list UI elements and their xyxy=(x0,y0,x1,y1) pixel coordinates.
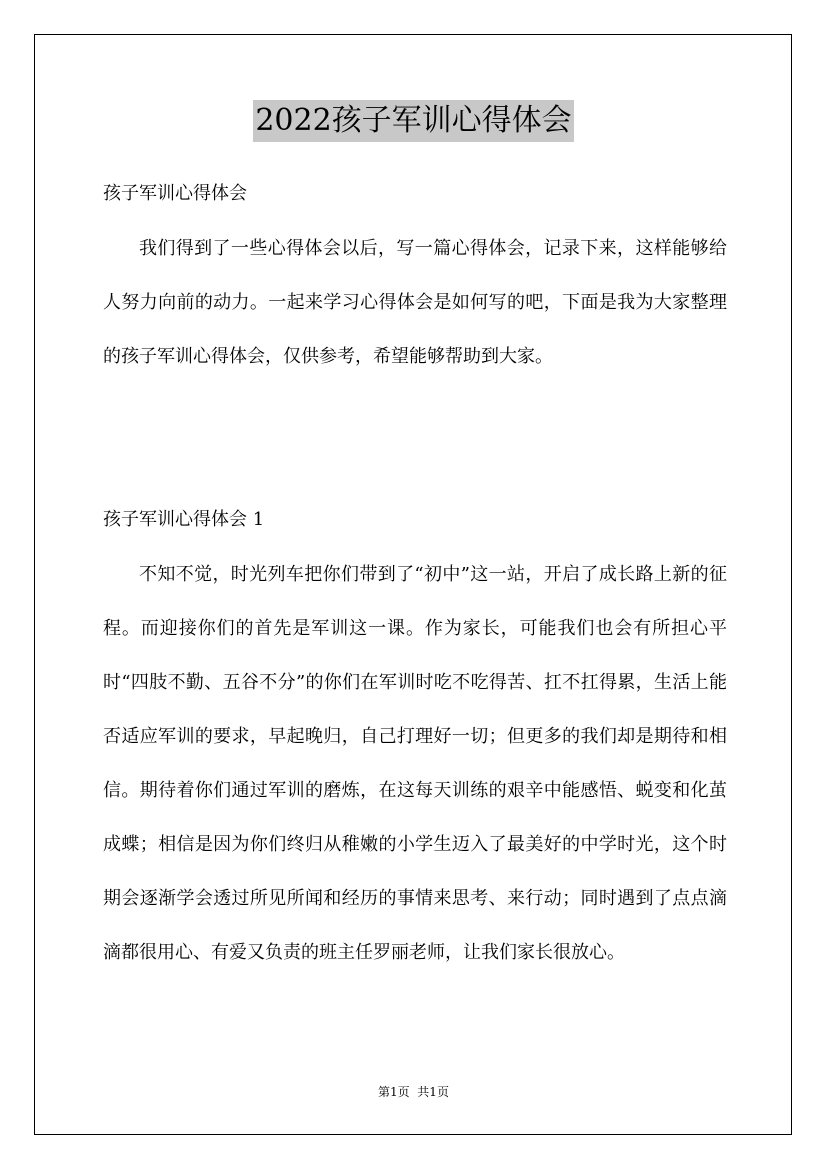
title-container xyxy=(0,100,827,142)
section-1-heading: 孩子军训心得体会 1 xyxy=(103,509,265,530)
page-footer: 第1页 共1页 xyxy=(378,1085,449,1099)
section-1-paragraph: 不知不觉，时光列车把你们带到了“初中”这一站，开启了成长路上新的征程。而迎接你们的首先是军训这一课。作为家长，可能我们也会有所担心平时“四肢不勤、五谷不分”的你们在军训时吃不吃得苦、扛不扛得累，生活上能否适应军训的要求，早起晚归，自己打理好一切；但更多的我们却是期待和相信。期待着你们通过军训的磨炼，在这每天训练的艰辛中能感悟、蜕变和化茧成蝶；相信是因为你们终归从稚嫩的小学生迈入了最美好的中学时光，这个时期会逐渐学会透过所见所闻和经历的事情来思考、来行动；同时遇到了点点滴滴都很用心、有爱又负责的班主任罗丽老师，让我们家长很放心。 xyxy=(103,564,727,963)
intro-heading: 孩子军训心得体会 xyxy=(103,183,247,204)
intro-paragraph: 我们得到了一些心得体会以后，写一篇心得体会，记录下来，这样能够给人努力向前的动力。一起来学习心得体会是如何写的吧，下面是我为大家整理的孩子军训心得体会，仅供参考，希望能够帮助到大家。 xyxy=(103,238,727,367)
document-title: 2022孩子军训心得体会 xyxy=(253,100,573,142)
